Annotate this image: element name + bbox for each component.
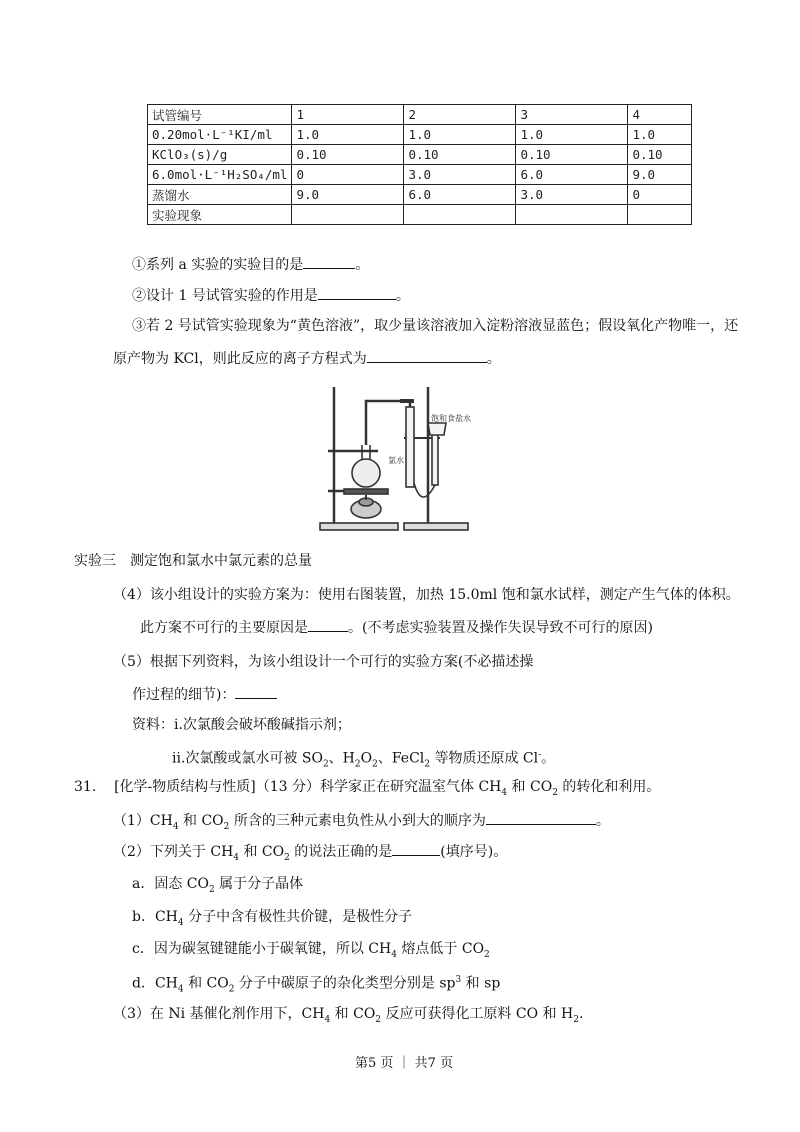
table-cell: 6.0mol·L⁻¹H₂SO₄/ml: [148, 165, 292, 185]
experiment-table: [147, 104, 692, 225]
table-cell: 6.0: [404, 185, 516, 205]
table-cell: 1.0: [628, 125, 692, 145]
question-31-title: 31. [化学-物质结构与性质]（13 分）科学家正在研究温室气体 $CH_4$ 和 $CO_2$ 的转化和利用。: [74, 779, 661, 798]
stand-base-right: [404, 523, 468, 530]
question-3-line1: ③若 2 号试管实验现象为“黄色溶液”，取少量该溶液加入淀粉溶液显蓝色；假设氧化产物唯一，还: [132, 318, 739, 334]
table-cell: 9.0: [292, 185, 404, 205]
table-row: [148, 205, 692, 225]
table-cell: 3.0: [404, 165, 516, 185]
table-cell: 1.0: [516, 125, 628, 145]
table-cell: 6.0: [516, 165, 628, 185]
part-5-line2: 作过程的细节)：: [132, 684, 277, 705]
table-cell: [292, 205, 404, 225]
answer-blank: [303, 254, 355, 269]
table-row: [148, 145, 692, 165]
answer-blank: [308, 617, 348, 632]
q31-part-1: $(1)CH_4$ 和 $CO_2$ 所含的三种元素电负性从小到大的顺序为 。: [113, 810, 610, 837]
table-cell: 0.20mol·L⁻¹KI/ml: [148, 125, 292, 145]
label-saturated-brine: 饱和食盐水: [431, 414, 471, 423]
table-cell: 1: [292, 105, 404, 125]
table-cell: 3.0: [516, 185, 628, 205]
question-3-line2: 原产物为 KCl，则此反应的离子方程式为 。: [113, 348, 501, 369]
table-row: [148, 105, 692, 125]
page-footer: 第5 页 ｜ 共7 页: [355, 1056, 454, 1071]
answer-blank: [318, 285, 396, 300]
label-chlorine-water: 氯水: [388, 456, 404, 465]
answer-blank: [235, 684, 277, 699]
table-cell: 3: [516, 105, 628, 125]
apparatus-diagram: [318, 383, 478, 533]
option-d: d．$CH_4$ 和 $CO_2$ 分子中碳原子的杂化类型分别是 $sp^3$ 和 sp: [132, 975, 501, 995]
table-cell: [404, 205, 516, 225]
answer-blank: [392, 841, 440, 856]
answer-blank: [367, 348, 487, 363]
table-cell: KClO₃(s)/g: [148, 145, 292, 165]
part-4-line2: 此方案不可行的主要原因是 。(不考虑实验装置及操作失误导致不可行的原因): [140, 617, 653, 638]
table-cell: 实验现象: [148, 205, 292, 225]
table-cell: [516, 205, 628, 225]
option-a: a．固态 $CO_2$ 属于分子晶体: [132, 876, 304, 895]
table-row: [148, 125, 692, 145]
table-row: [148, 185, 692, 205]
table-cell: [628, 205, 692, 225]
wire-gauze: [344, 489, 388, 494]
question-1: ①系列 a 实验的实验目的是 。: [132, 254, 369, 275]
table-cell: 9.0: [628, 165, 692, 185]
part-5-line1: （5）根据下列资料，为该小组设计一个可行的实验方案(不必描述操: [113, 654, 534, 670]
q31-part-3: （3）在 Ni 基催化剂作用下，$CH_4$ 和 $CO_2$ 反应可获得化工原料 CO 和 $H_2$.: [113, 1006, 584, 1025]
table-cell: 0.10: [628, 145, 692, 165]
table-row: [148, 165, 692, 185]
round-bottom-flask: [352, 459, 380, 487]
table-cell: 0: [628, 185, 692, 205]
leveling-funnel: [428, 423, 446, 435]
question-2: ②设计 1 号试管实验的作用是 。: [132, 285, 410, 306]
table-cell: 0.10: [516, 145, 628, 165]
reference-1: 资料：i.次氯酸会破坏酸碱指示剂；: [132, 717, 351, 733]
delivery-tube: [366, 401, 410, 445]
table-cell: 0.10: [404, 145, 516, 165]
answer-blank: [486, 810, 596, 825]
gas-burette: [406, 407, 414, 487]
table-cell: 试管编号: [148, 105, 292, 125]
table-cell: 0.10: [292, 145, 404, 165]
table-cell: 1.0: [292, 125, 404, 145]
table-cell: 2: [404, 105, 516, 125]
q31-part-2: （2）下列关于 $CH_4$ 和 $CO_2$ 的说法正确的是 (填序号)。: [113, 841, 507, 868]
stand-base-left: [320, 523, 398, 530]
experiment-3-heading: 实验三 测定饱和氯水中氯元素的总量: [74, 553, 312, 569]
reference-2: ii.次氯酸或氯水可被 $SO_2$、$H_2O_2$、FeCl$_2$ 等物质还原成 Cl-。: [172, 750, 556, 770]
table-cell: 蒸馏水: [148, 185, 292, 205]
table-cell: 4: [628, 105, 692, 125]
table-cell: 1.0: [404, 125, 516, 145]
table-cell: 0: [292, 165, 404, 185]
part-4-line1: （4）该小组设计的实验方案为：使用右图装置，加热 15.0ml 饱和氯水试样，测定产生气体的体积。: [113, 587, 740, 603]
option-c: c．因为碳氢键键能小于碳氧键，所以 $CH_4$ 熔点低于 $CO_2$: [132, 941, 490, 960]
option-b: b．$CH_4$ 分子中含有极性共价键，是极性分子: [132, 909, 413, 928]
